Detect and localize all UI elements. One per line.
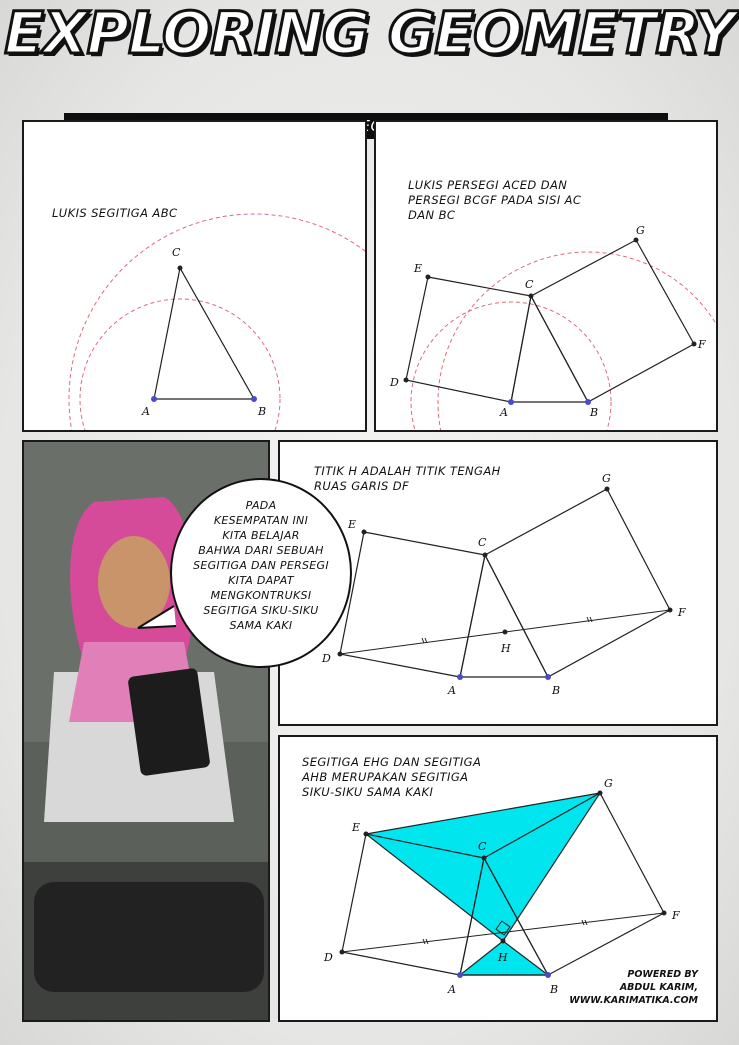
svg-text:B: B — [590, 406, 599, 419]
panel-2-caption-3: DAN BC — [408, 208, 456, 222]
point-c — [178, 266, 183, 271]
panel-4-caption-2: AHB MERUPAKAN SEGITIGA — [302, 770, 469, 784]
triangle-ehg — [366, 793, 600, 941]
svg-text:B: B — [550, 983, 559, 996]
panel-2-caption-2: PERSEGI BCGF PADA SISI AC — [408, 193, 582, 207]
svg-text:B: B — [552, 684, 561, 697]
svg-text:E: E — [414, 262, 423, 275]
panel-1-caption: LUKIS SEGITIGA ABC — [52, 206, 178, 220]
svg-text:E: E — [348, 518, 357, 531]
svg-text:F: F — [672, 909, 680, 922]
triangle-abc — [154, 268, 254, 399]
svg-text:A: A — [500, 406, 508, 419]
svg-text:G: G — [636, 224, 645, 237]
label-c: C — [172, 246, 181, 259]
panel-squares — [374, 120, 718, 432]
svg-text:H: H — [498, 951, 508, 964]
credit-line-2: ABDUL KARIM, — [619, 982, 698, 993]
credit-line-1: POWERED BY — [627, 969, 698, 980]
panel-3-caption-1: TITIK H ADALAH TITIK TENGAH — [314, 464, 501, 478]
svg-text:G: G — [602, 472, 611, 485]
svg-text:H: H — [501, 642, 511, 655]
squares-diagram — [376, 122, 718, 432]
square-aced — [406, 277, 531, 402]
svg-text:F: F — [698, 338, 706, 351]
label-a: A — [142, 405, 150, 418]
midpoint-h — [503, 630, 508, 635]
svg-text:A: A — [448, 983, 456, 996]
svg-text:C: C — [478, 840, 487, 853]
point-a — [151, 396, 157, 402]
panel-3-caption-2: RUAS GARIS DF — [314, 479, 410, 493]
svg-text:D: D — [324, 951, 333, 964]
speech-bubble-text: PADA KESEMPATAN INI KITA BELAJAR BAHWA DARI SEBUAH SEGITIGA DAN PERSEGI KITA DAPAT MENGKONTRUKSI SEGITIGA SIKU-SIKU SAMA KAKI — [193, 499, 329, 632]
svg-text:F: F — [678, 606, 686, 619]
label-b: B — [258, 405, 267, 418]
panel-4-caption-3: SIKU-SIKU SAMA KAKI — [302, 785, 434, 799]
svg-text:C: C — [525, 278, 534, 291]
svg-text:D: D — [322, 652, 331, 665]
svg-text:E: E — [352, 821, 361, 834]
page-title: EXPLORING GEOMETRY — [4, 0, 735, 67]
point-b — [251, 396, 257, 402]
triangle-diagram — [24, 122, 367, 432]
credit-link[interactable]: WWW.KARIMATIKA.COM — [569, 995, 698, 1006]
svg-text:D: D — [390, 376, 399, 389]
construction-circle-a — [80, 299, 280, 432]
credit-block — [560, 968, 698, 1007]
panel-4-caption-1: SEGITIGA EHG DAN SEGITIGA — [302, 755, 482, 769]
svg-text:G: G — [604, 777, 613, 790]
svg-text:A: A — [448, 684, 456, 697]
svg-text:C: C — [478, 536, 487, 549]
panel-2-caption-1: LUKIS PERSEGI ACED DAN — [408, 178, 568, 192]
panel-triangle — [22, 120, 367, 432]
square-bcgf — [531, 240, 694, 402]
